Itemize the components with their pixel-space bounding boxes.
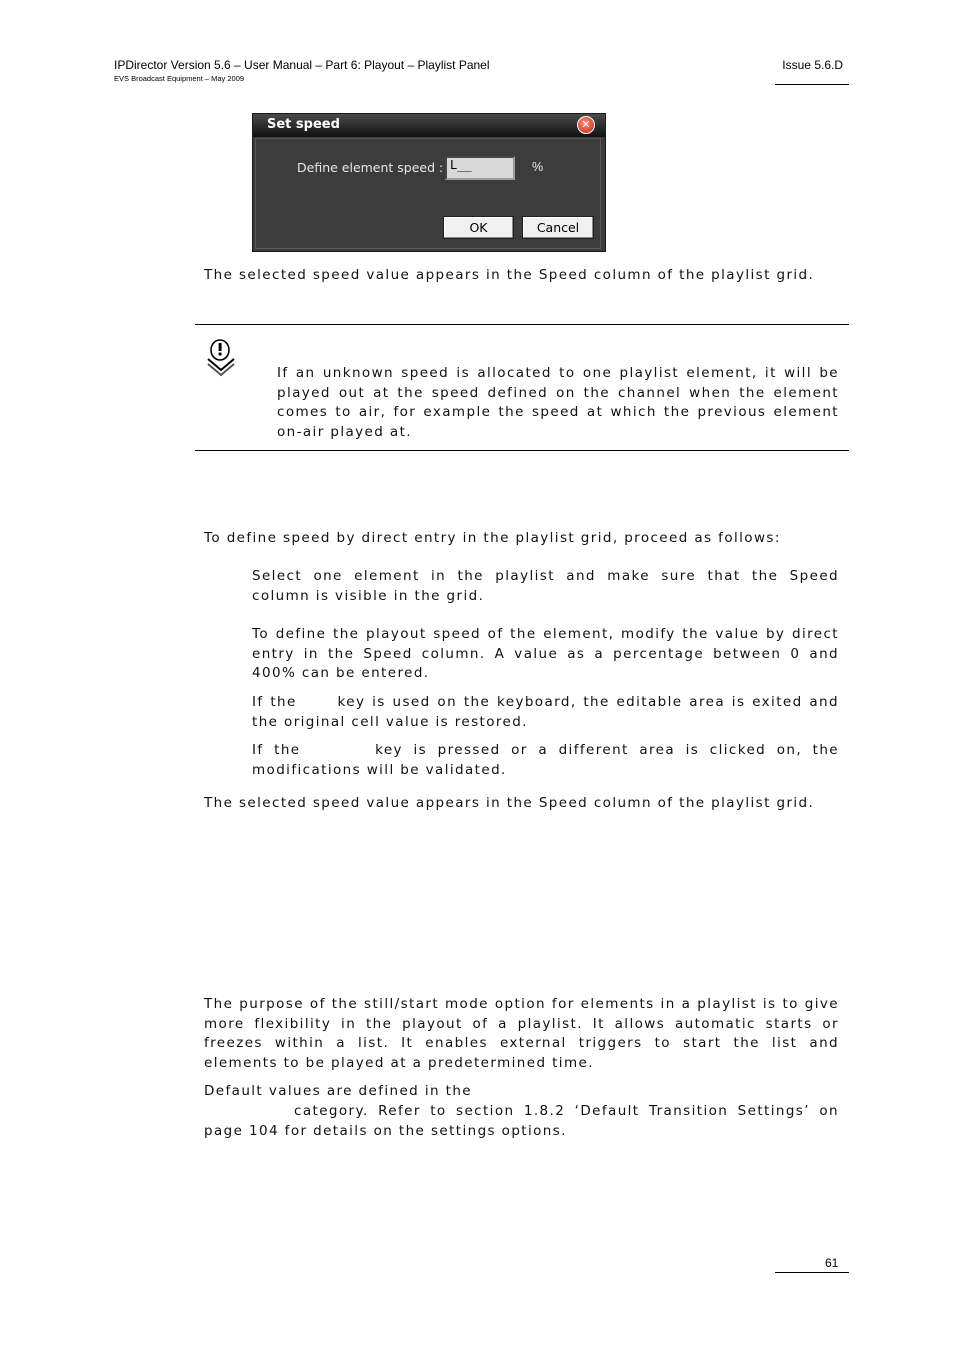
header-rule bbox=[775, 84, 849, 85]
step-2-escape-post: key is used on the keyboard, the editable area is exited and the original cell value is restored. bbox=[252, 694, 839, 730]
step-2: To define the playout speed of the element, modify the value by direct entry in the Speed column. A value as a percentage between 0 and 400% can be entered. bbox=[252, 626, 839, 681]
paragraph-default-values-rest: category. Refer to section 1.8.2 ‘Default Transition Settings’ on page 104 for details on the settings options. bbox=[204, 1103, 839, 1139]
percent-unit: % bbox=[532, 160, 544, 174]
step-2-enter-note bbox=[252, 741, 839, 780]
cancel-button[interactable]: Cancel bbox=[522, 216, 594, 239]
step-2-enter-pre: If the bbox=[252, 742, 301, 758]
speed-label: Define element speed : bbox=[297, 160, 444, 175]
header-title: IPDirector Version 5.6 – User Manual – Part 6: Playout – Playlist Panel bbox=[114, 58, 490, 72]
page-number: 61 bbox=[825, 1256, 839, 1270]
ok-button[interactable]: OK bbox=[443, 216, 514, 239]
step-2-escape-note bbox=[252, 693, 839, 732]
paragraph-direct-entry-intro: To define speed by direct entry in the playlist grid, proceed as follows: bbox=[204, 530, 781, 546]
note-text: If an unknown speed is allocated to one playlist element, it will be played out at the speed defined on the channel when the element comes to air, for example the speed at which the previous element on-air played at. bbox=[277, 365, 839, 440]
dialog-title: Set speed bbox=[267, 117, 340, 132]
warning-note-icon bbox=[205, 337, 237, 377]
paragraph-speed-result-2: The selected speed value appears in the Speed column of the playlist grid. bbox=[204, 795, 815, 811]
paragraph-still-start-purpose: The purpose of the still/start mode option for elements in a playlist is to give more flexibility in the playout of a playlist. It allows automatic starts or freezes within a list. It enables external triggers to start the list and elements to be played at a predetermined time. bbox=[204, 996, 839, 1071]
note-top-rule bbox=[195, 324, 849, 325]
note-bottom-rule bbox=[195, 450, 849, 451]
set-speed-dialog bbox=[252, 113, 606, 252]
header-issue: Issue 5.6.D bbox=[782, 58, 843, 72]
footer-rule bbox=[775, 1272, 849, 1273]
step-1: Select one element in the playlist and make sure that the Speed column is visible in the grid. bbox=[252, 568, 839, 604]
step-2-enter-post: key is pressed or a different area is clicked on, the modifications will be validated. bbox=[252, 742, 839, 778]
dialog-titlebar bbox=[253, 114, 605, 137]
header-subtitle: EVS Broadcast Equipment – May 2009 bbox=[114, 74, 245, 83]
paragraph-default-values-line1: Default values are defined in the bbox=[204, 1083, 472, 1099]
step-2-escape-pre: If the bbox=[252, 694, 297, 710]
paragraph-speed-result-1: The selected speed value appears in the Speed column of the playlist grid. bbox=[204, 267, 815, 283]
speed-input[interactable]: L__ bbox=[445, 156, 515, 180]
close-icon[interactable]: ✕ bbox=[577, 116, 595, 134]
